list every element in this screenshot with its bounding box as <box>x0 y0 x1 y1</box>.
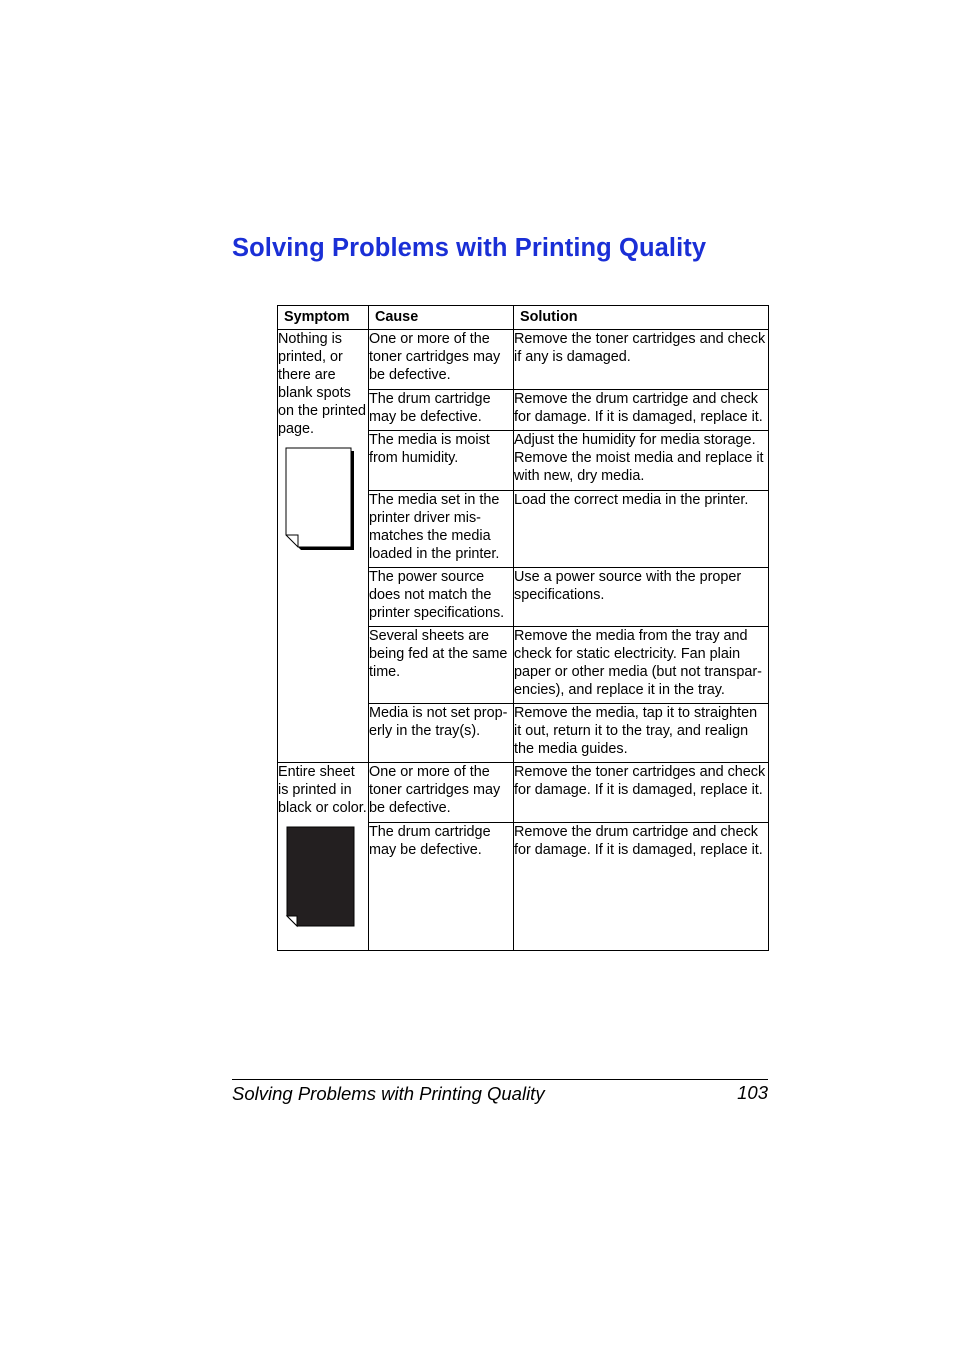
cause-cell: The power source does not match the printer specifications. <box>369 568 514 627</box>
cause-cell: Media is not set prop-erly in the tray(s). <box>369 704 514 763</box>
cause-cell: One or more of the toner cartridges may be defective. <box>369 330 514 390</box>
header-symptom: Symptom <box>278 306 369 330</box>
cause-cell: Several sheets are being fed at the same time. <box>369 627 514 704</box>
troubleshooting-table <box>277 305 769 951</box>
solution-cell: Remove the drum cartridge and check for damage. If it is damaged, replace it. <box>514 823 769 951</box>
page-title: Solving Problems with Printing Quality <box>232 234 707 262</box>
symptom-text: Nothing is printed, or there are blank spots on the printed page. <box>278 331 367 437</box>
solution-cell: Remove the media, tap it to straighten it out, return it to the tray, and realign the media guides. <box>514 704 769 763</box>
cause-cell: The media set in the printer driver mis-matches the media loaded in the printer. <box>369 491 514 568</box>
page-number: 103 <box>737 1082 768 1103</box>
cause-cell: The media is moist from humidity. <box>369 431 514 491</box>
blank-page-icon <box>281 446 356 552</box>
table-row <box>278 763 769 823</box>
header-solution: Solution <box>514 306 769 330</box>
cause-cell: One or more of the toner cartridges may be defective. <box>369 763 514 823</box>
solution-cell: Remove the media from the tray and check for static electricity. Fan plain paper or other media (but not transpar-encies), and replace it in the tray. <box>514 627 769 704</box>
cause-cell: The drum cartridge may be defective. <box>369 390 514 431</box>
solution-cell: Load the correct media in the printer. <box>514 491 769 568</box>
header-cause: Cause <box>369 306 514 330</box>
footer-divider <box>232 1079 768 1080</box>
symptom-text: Entire sheet is printed in black or color. <box>278 764 367 816</box>
solution-cell: Remove the drum cartridge and check for damage. If it is damaged, replace it. <box>514 390 769 431</box>
solution-cell: Remove the toner cartridges and check if any is damaged. <box>514 330 769 390</box>
black-page-icon <box>281 825 356 929</box>
solution-cell: Use a power source with the proper specifications. <box>514 568 769 627</box>
table-row <box>278 330 769 390</box>
solution-cell: Remove the toner cartridges and check for damage. If it is damaged, replace it. <box>514 763 769 823</box>
symptom-cell <box>278 330 369 763</box>
solution-cell: Adjust the humidity for media storage. Remove the moist media and replace it with new, dry media. <box>514 431 769 491</box>
table-header-row <box>278 306 769 330</box>
footer-title: Solving Problems with Printing Quality <box>232 1083 545 1104</box>
symptom-cell <box>278 763 369 951</box>
cause-cell: The drum cartridge may be defective. <box>369 823 514 951</box>
